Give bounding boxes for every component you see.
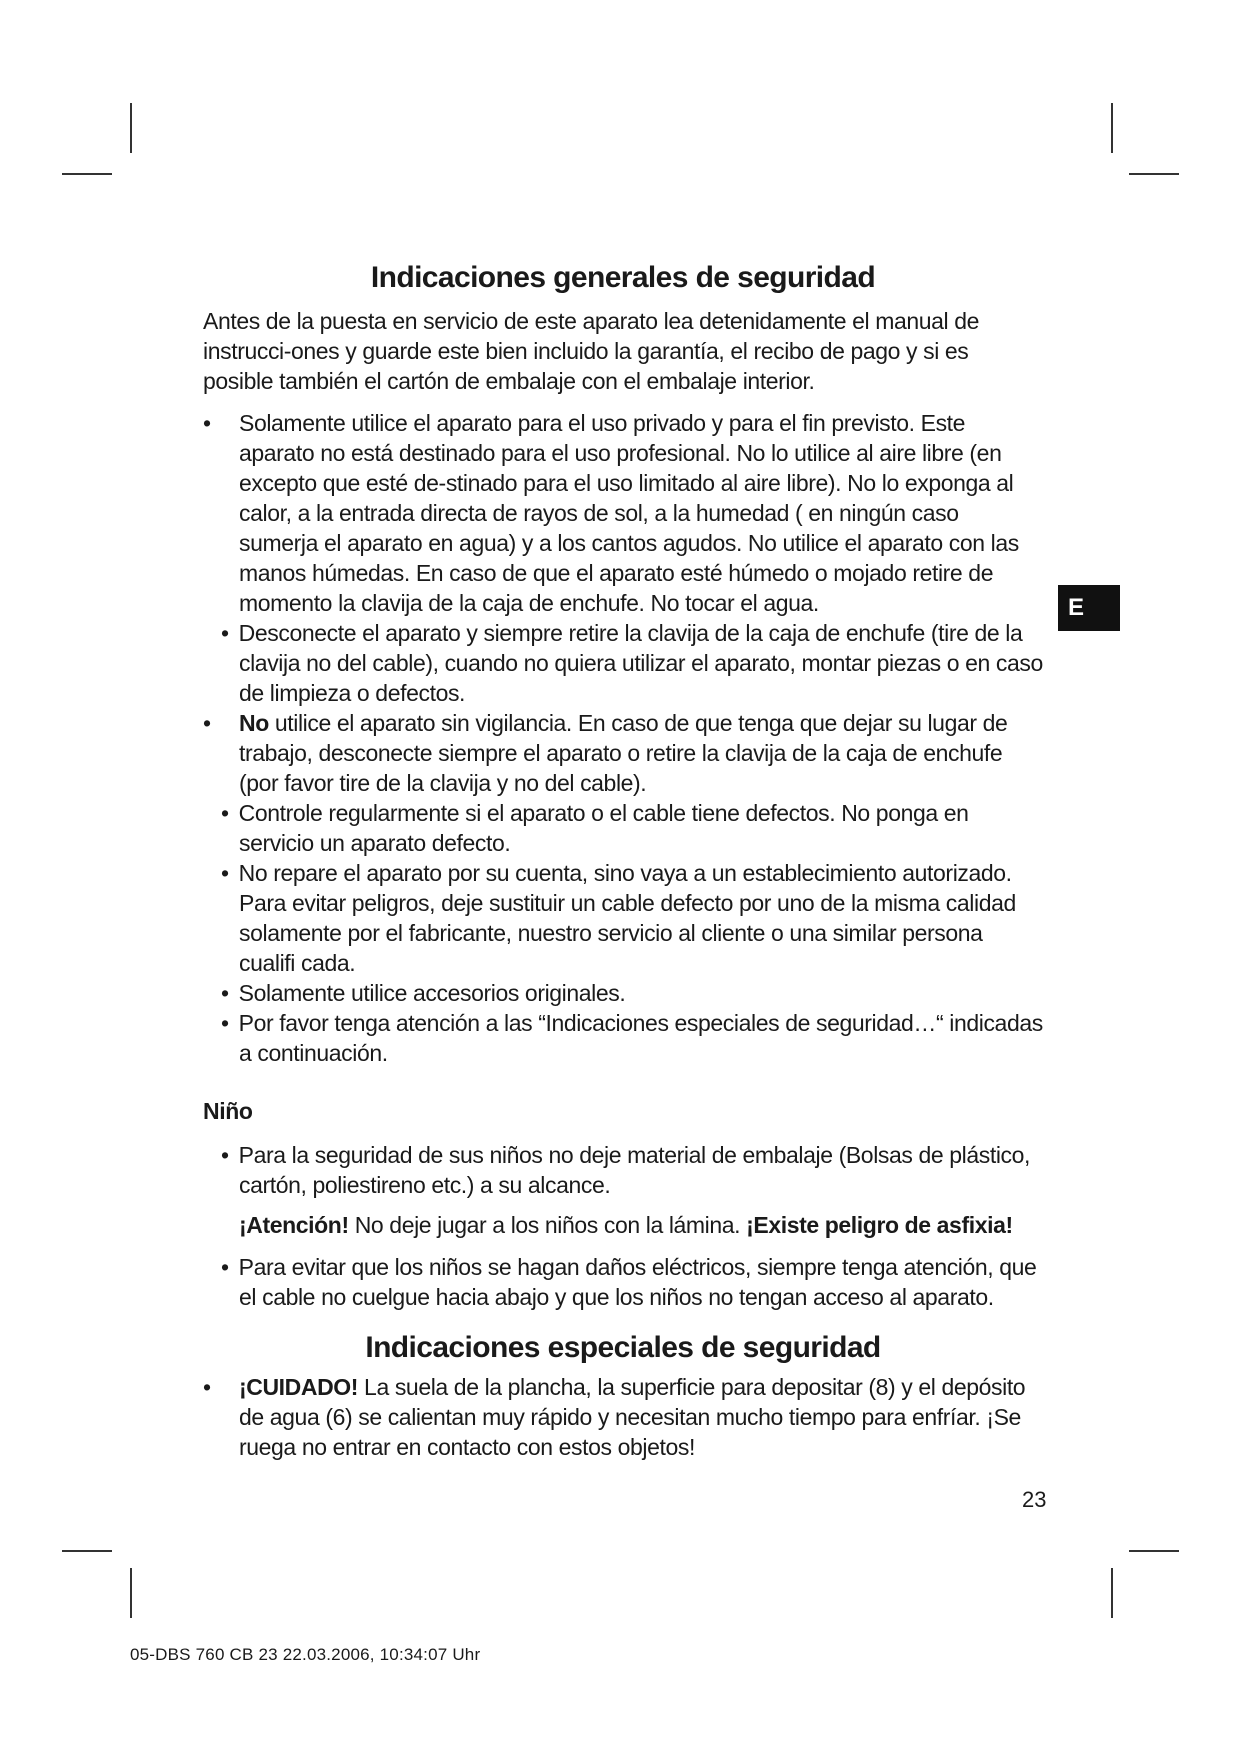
crop-mark-bottom-right-vertical (1111, 1568, 1113, 1618)
bullet: • (203, 1374, 211, 1400)
intro-paragraph: Antes de la puesta en servicio de este aparato lea detenidamente el manual de instrucci-ones y guarde este bien incluido la garantía, el recibo de pago y si es posible también el cartón de embalaje con el embalaje interior. (203, 308, 980, 394)
bullet: • (221, 620, 229, 646)
crop-mark-bottom-left-vertical (130, 1568, 132, 1618)
bullet: • (221, 860, 229, 886)
child-safety-list (203, 1140, 1043, 1200)
crop-mark-top-right-horizontal (1129, 173, 1179, 175)
list-item-text: Solamente utilice el aparato para el uso privado y para el fin previsto. Este aparato no está destinado para el uso profesional. No lo utilice al aire libre (en excepto que esté de-stinado para el uso limitado al aire libre). No lo exponga al calor, a la entrada directa de rayos de sol, a la humedad ( en ningún caso sumerja el aparato en agua) y a los cantos agudos. No utilice el aparato con las manos húmedas. En caso de que el aparato esté húmedo o mojado retire de momento la clavija de la caja de enchufe. No tocar el agua. (239, 410, 1019, 616)
list-item (203, 708, 1043, 798)
list-item (203, 408, 1043, 618)
bullet: • (203, 410, 211, 436)
list-item-bold: No (239, 710, 269, 736)
list-item (203, 978, 1043, 1008)
list-item-text: Solamente utilice accesorios originales. (238, 980, 626, 1006)
list-item-text: Para evitar que los niños se hagan daños eléctricos, siempre tenga atención, que el cable no cuelgue hacia abajo y que los niños no tengan acceso al aparato. (238, 1254, 1037, 1310)
list-item (203, 858, 1043, 978)
list-item (203, 1252, 1043, 1312)
bullet: • (221, 1254, 229, 1280)
attention-label: ¡Atención! (239, 1212, 349, 1238)
bullet: • (221, 1010, 229, 1036)
crop-mark-top-left-vertical (130, 103, 132, 153)
list-item (203, 618, 1043, 708)
list-item (203, 1372, 1043, 1462)
list-item-text: La suela de la plancha, la superficie para depositar (8) y el depósito de agua (6) se calientan muy rápido y necesitan mucho tiempo para enfríar. ¡Se ruega no entrar en contacto con estos objetos! (239, 1374, 1026, 1460)
crop-mark-bottom-right-horizontal (1129, 1550, 1179, 1552)
list-item-text: Para la seguridad de sus niños no deje material de embalaje (Bolsas de plástico, cartón, poliestireno etc.) a su alcance. (238, 1142, 1031, 1198)
general-safety-list (203, 408, 1043, 1068)
list-item-text: Por favor tenga atención a las “Indicaciones especiales de seguridad…“ indicadas a continuación. (238, 1010, 1043, 1066)
list-item (203, 1140, 1043, 1200)
crop-mark-top-left-horizontal (62, 173, 112, 175)
crop-mark-bottom-left-horizontal (62, 1550, 112, 1552)
heading-special-safety: Indicaciones especiales de seguridad (365, 1331, 881, 1364)
special-safety-list (203, 1372, 1043, 1462)
crop-mark-top-right-vertical (1111, 103, 1113, 153)
list-item-text: No repare el aparato por su cuenta, sino vaya a un establecimiento autorizado. Para evitar peligros, deje sustituir un cable defecto por uno de la misma calidad solamente por el fabricante, nuestro servicio al cliente o una similar persona cualifi cada. (238, 860, 1016, 976)
list-item (203, 798, 1043, 858)
child-safety-list-2 (203, 1252, 1043, 1312)
bullet: • (203, 710, 211, 736)
language-tab: E (1058, 585, 1120, 631)
list-item-text: utilice el aparato sin vigilancia. En caso de que tenga que dejar su lugar de trabajo, desconecte siempre el aparato o retire la clavija de la caja de enchufe (por favor tire de la clavija y no del cable). (239, 710, 1008, 796)
list-item-text: Controle regularmente si el aparato o el cable tiene defectos. No ponga en servicio un aparato defecto. (238, 800, 969, 856)
bullet: • (221, 1142, 229, 1168)
heading-general-safety: Indicaciones generales de seguridad (370, 261, 876, 294)
caution-label: ¡CUIDADO! (239, 1374, 359, 1400)
heading-child: Niño (203, 1098, 253, 1124)
attention-note (239, 1210, 1043, 1240)
list-item-text: Desconecte el aparato y siempre retire la clavija de la caja de enchufe (tire de la clavija no del cable), cuando no quiera utilizar el aparato, montar piezas o en caso de limpieza o defectos. (238, 620, 1043, 706)
bullet: • (221, 800, 229, 826)
page-content (203, 258, 1043, 1462)
attention-warning: ¡Existe peligro de asfixia! (746, 1212, 1013, 1238)
bullet: • (221, 980, 229, 1006)
print-footer: 05-DBS 760 CB 23 22.03.2006, 10:34:07 Uhr (130, 1645, 481, 1664)
attention-text: No deje jugar a los niños con la lámina. (348, 1212, 747, 1238)
list-item (203, 1008, 1043, 1068)
page-number: 23 (1022, 1487, 1047, 1512)
